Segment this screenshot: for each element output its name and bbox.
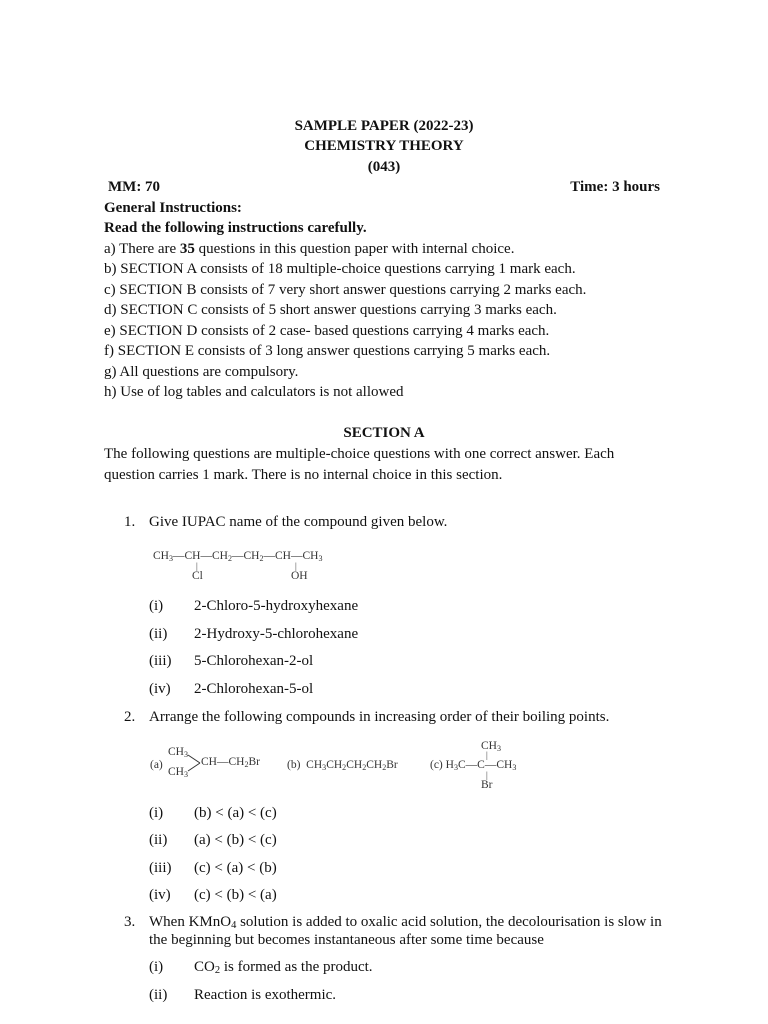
q2-structure-c-bottom: Br	[481, 779, 493, 791]
instructions-subheading: Read the following instructions carefully.	[104, 220, 367, 236]
instructions-heading: General Instructions:	[104, 200, 242, 216]
q1-substituent-oh: OH	[291, 570, 308, 582]
section-a-desc-line1: The following questions are multiple-choice questions with one correct answer. Each	[104, 446, 615, 462]
q2-option-3[interactable]: (iii) (c) < (a) < (b)	[149, 860, 277, 876]
q1-option-1[interactable]: (i) 2-Chloro-5-hydroxyhexane	[149, 598, 359, 614]
instruction-f: f) SECTION E consists of 3 long answer questions carrying 5 marks each.	[104, 343, 551, 359]
bond-line: |	[486, 770, 488, 780]
q3-option-2[interactable]: (ii) Reaction is exothermic.	[149, 987, 337, 1003]
question-text: Arrange the following compounds in increasing order of their boiling points.	[149, 709, 610, 725]
q2-structure-a-methyl-top: $CH_3$	[168, 746, 189, 759]
instruction-d: d) SECTION C consists of 5 short answer questions carrying 3 marks each.	[104, 302, 557, 318]
instruction-a: a) There are 35 questions in this question paper with internal choice.	[104, 241, 515, 257]
q2-structure-a-chain: $CH—CH_2Br$	[201, 756, 260, 769]
question-number: 1.	[124, 514, 136, 530]
paper-code: (043)	[367, 159, 401, 175]
question-3	[124, 914, 684, 931]
section-a-desc-line2: question carries 1 mark. There is no internal choice in this section.	[104, 467, 503, 483]
q3-option-1[interactable]: (i) $CO_2$ is formed as the product.	[149, 959, 373, 976]
paper-title: SAMPLE PAPER (2022-23)	[294, 118, 474, 134]
section-a-title: SECTION A	[343, 425, 425, 441]
paper-subject: CHEMISTRY THEORY	[304, 138, 464, 154]
instruction-h: h) Use of log tables and calculators is not allowed	[104, 384, 404, 400]
bond-line: |	[196, 561, 198, 571]
question-text: Give IUPAC name of the compound given below.	[149, 514, 448, 530]
q2-structure-a-label: (a)	[150, 759, 163, 771]
question-number: 2.	[124, 709, 136, 725]
q2-option-2[interactable]: (ii) (a) < (b) < (c)	[149, 832, 277, 848]
q2-structure-b: (b) $CH_3CH_2CH_2CH_2Br$	[287, 759, 398, 772]
instruction-g: g) All questions are compulsory.	[104, 364, 299, 380]
question-text: When KMnO$_4$ solution is added to oxalic acid solution, the decolourisation is slow in	[149, 914, 662, 931]
q1-structure: $CH_3—CH—CH_2—CH_2—CH—CH_3$	[153, 550, 323, 563]
time-limit: Time: 3 hours	[570, 179, 660, 195]
bond-line: |	[295, 561, 297, 571]
question-number: 3.	[124, 914, 136, 930]
bond-line: |	[486, 750, 488, 760]
question-2	[124, 709, 609, 726]
max-marks: MM: 70	[108, 179, 161, 195]
q2-structure-c-main: (c) $H_3C—C—CH_3$	[430, 759, 517, 772]
q1-option-4[interactable]: (iv) 2-Chlorohexan-5-ol	[149, 681, 314, 697]
question-3-text-line2: the beginning but becomes instantaneous after some time because	[149, 932, 544, 948]
instruction-c: c) SECTION B consists of 7 very short answer questions carrying 2 marks each.	[104, 282, 587, 298]
q2-structure-a-methyl-bottom: $CH_3$	[168, 766, 189, 779]
instruction-e: e) SECTION D consists of 2 case- based questions carrying 4 marks each.	[104, 323, 550, 339]
q2-option-1[interactable]: (i) (b) < (a) < (c)	[149, 805, 277, 821]
q1-option-3[interactable]: (iii) 5-Chlorohexan-2-ol	[149, 653, 314, 669]
instruction-b: b) SECTION A consists of 18 multiple-choice questions carrying 1 mark each.	[104, 261, 576, 277]
q1-option-2[interactable]: (ii) 2-Hydroxy-5-chlorohexane	[149, 626, 359, 642]
q2-option-4[interactable]: (iv) (c) < (b) < (a)	[149, 887, 277, 903]
q1-substituent-cl: Cl	[192, 570, 203, 582]
q2-structure-c-top: $CH_3$	[481, 740, 502, 753]
question-1	[124, 514, 447, 531]
